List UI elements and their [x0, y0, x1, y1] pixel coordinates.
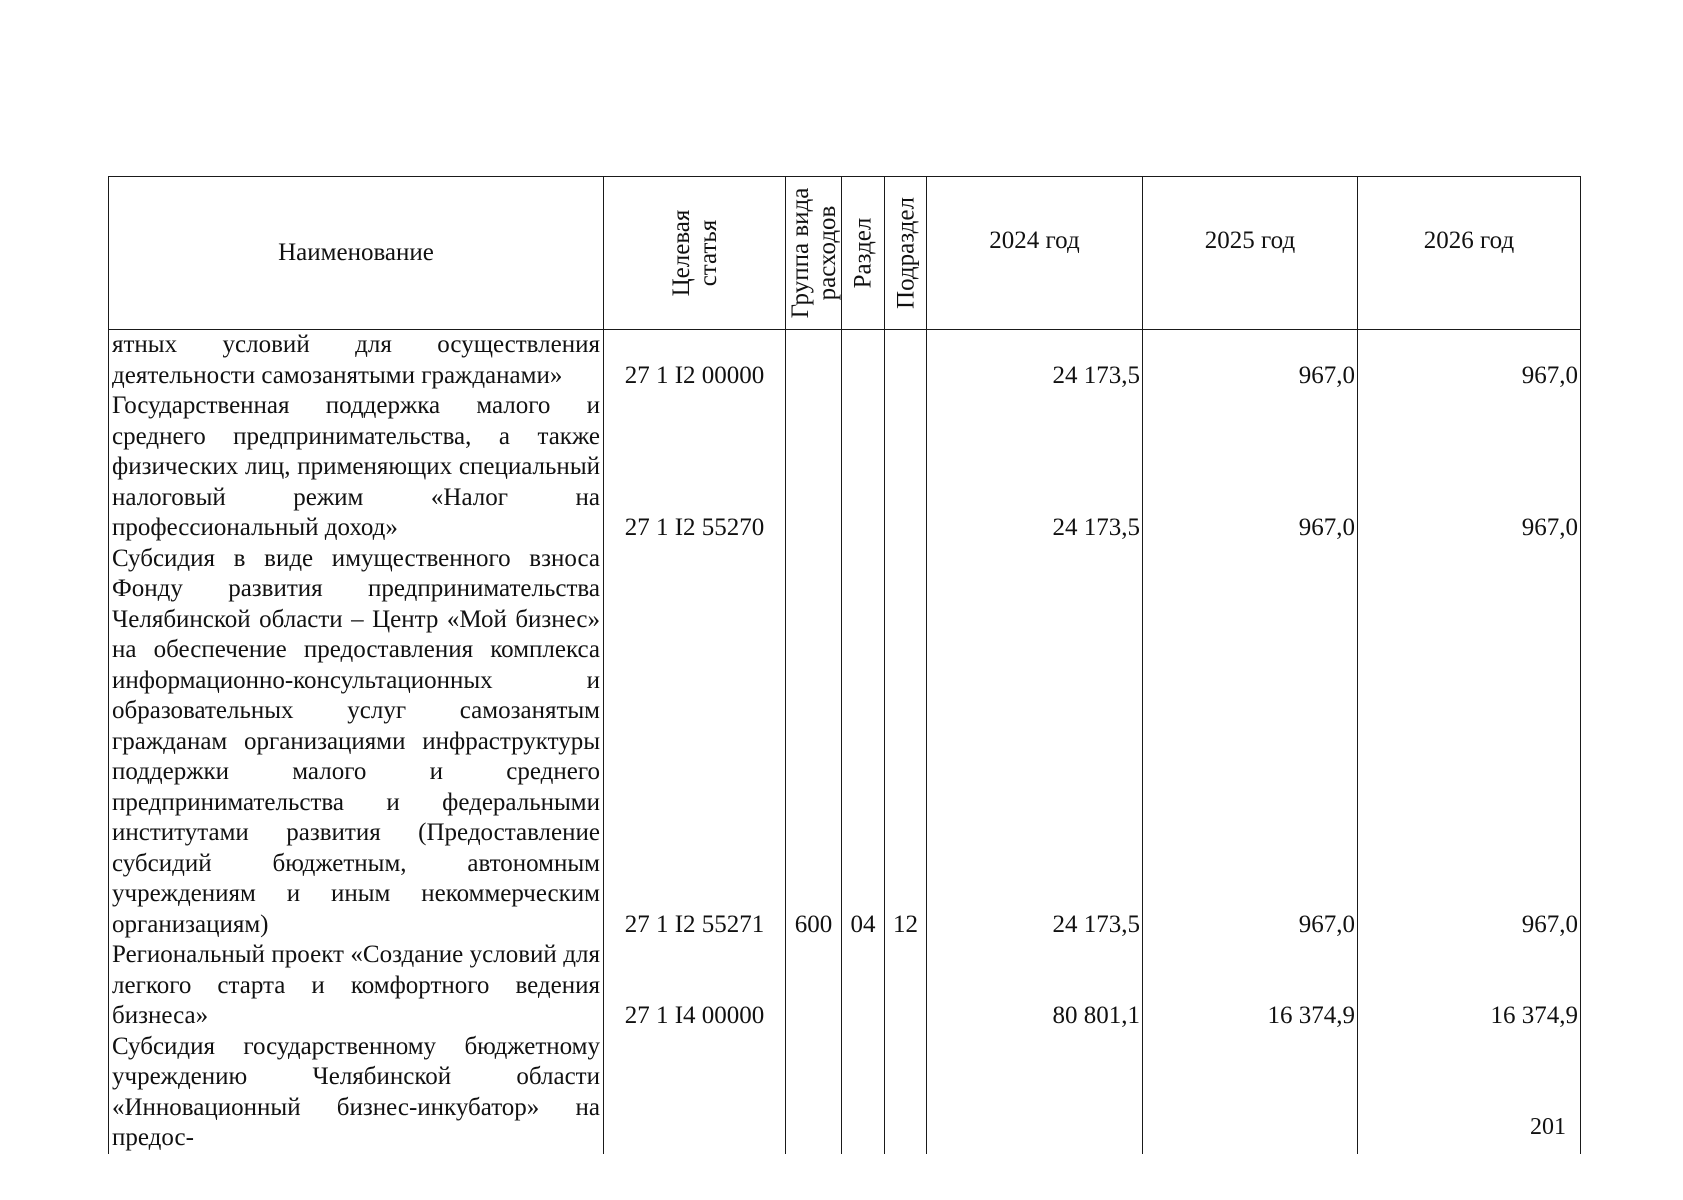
header-2025: 2025 год	[1143, 177, 1358, 330]
row-target-article: 27 1 I4 00000	[604, 940, 786, 1032]
row-name: Субсидия в виде имущественного взноса Фонду развития предпринимательства Челябинской области – Центр «Мой бизнес» на обеспечение предоставления комплекса информационно-консультационных и образовательных услуг самозанятым гражданам организациями инфраструктуры поддержки малого и среднего предпринимательства и федеральными институтами развития (Предоставление субсидий бюджетным, автономным учреждениям и иным некоммерческим организациям)	[109, 544, 604, 941]
row-value-2025: 967,0	[1143, 544, 1358, 941]
table-row	[109, 940, 1581, 1032]
row-value-2024: 24 173,5	[927, 330, 1143, 392]
row-subsection	[885, 1032, 927, 1154]
page-number: 201	[1530, 1114, 1566, 1140]
header-section	[842, 177, 885, 330]
row-target-article: 27 1 I2 55270	[604, 391, 786, 544]
table-row	[109, 391, 1581, 544]
row-section: 04	[842, 544, 885, 941]
header-target-article-label: Целевая статья	[667, 209, 722, 297]
row-subsection	[885, 940, 927, 1032]
row-subsection: 12	[885, 544, 927, 941]
table-row	[109, 1032, 1581, 1154]
header-section-label: Раздел	[849, 217, 877, 289]
header-target-article	[604, 177, 786, 330]
table-row	[109, 330, 1581, 392]
row-subsection	[885, 391, 927, 544]
row-value-2025: 16 374,9	[1143, 940, 1358, 1032]
table-header-row	[109, 177, 1581, 330]
table-row	[109, 544, 1581, 941]
row-value-2025	[1143, 1032, 1358, 1154]
row-section	[842, 391, 885, 544]
row-value-2025: 967,0	[1143, 330, 1358, 392]
row-value-2024: 24 173,5	[927, 391, 1143, 544]
row-name: Региональный проект «Создание условий для легкого старта и комфортного ведения бизнеса»	[109, 940, 604, 1032]
row-value-2024	[927, 1032, 1143, 1154]
row-target-article: 27 1 I2 55271	[604, 544, 786, 941]
row-value-2026: 967,0	[1358, 544, 1581, 941]
header-expense-group	[786, 177, 842, 330]
header-2024: 2024 год	[927, 177, 1143, 330]
row-name: ятных условий для осуществления деятельности самозанятыми гражданами»	[109, 330, 604, 392]
row-section	[842, 940, 885, 1032]
row-value-2024: 24 173,5	[927, 544, 1143, 941]
header-name-label: Наименование	[278, 238, 434, 266]
row-expense-group	[786, 1032, 842, 1154]
row-expense-group	[786, 391, 842, 544]
row-target-article	[604, 1032, 786, 1154]
row-value-2026: 967,0	[1358, 330, 1581, 392]
row-name: Субсидия государственному бюджетному учреждению Челябинской области «Инновационный бизнес-инкубатор» на предос-	[109, 1032, 604, 1154]
row-expense-group	[786, 330, 842, 392]
row-value-2026: 16 374,9	[1358, 940, 1581, 1032]
row-value-2026: 967,0	[1358, 391, 1581, 544]
budget-table	[108, 176, 1581, 1154]
row-target-article: 27 1 I2 00000	[604, 330, 786, 392]
header-subsection	[885, 177, 927, 330]
row-value-2025: 967,0	[1143, 391, 1358, 544]
row-subsection	[885, 330, 927, 392]
header-expense-group-label: Группа вида расходов	[786, 187, 841, 319]
row-section	[842, 330, 885, 392]
header-subsection-label: Подраздел	[892, 197, 919, 309]
row-value-2024: 80 801,1	[927, 940, 1143, 1032]
row-expense-group: 600	[786, 544, 842, 941]
header-2026: 2026 год	[1358, 177, 1581, 330]
row-expense-group	[786, 940, 842, 1032]
header-name	[109, 177, 604, 330]
row-section	[842, 1032, 885, 1154]
row-name: Государственная поддержка малого и среднего предпринимательства, а также физических лиц, применяющих специальный налоговый режим «Налог на профессиональный доход»	[109, 391, 604, 544]
